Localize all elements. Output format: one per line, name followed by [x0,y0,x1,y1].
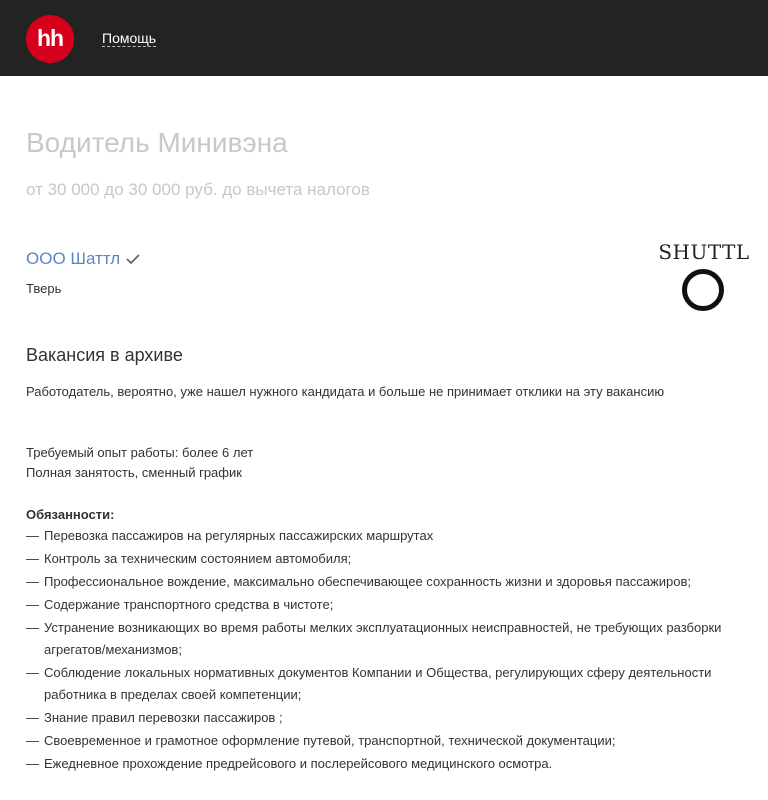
duty-text: Соблюдение локальных нормативных документов Компании и Общества, регулирующих сферу деятельности работника в пределах своей компетенции; [44,665,712,702]
duty-text: Перевозка пассажиров на регулярных пассажирских маршрутах [44,528,434,543]
hh-logo[interactable] [26,15,74,63]
site-header [0,0,768,76]
company-name[interactable]: ООО Шаттл [26,249,121,268]
duty-item [26,571,746,593]
dash-icon: — [26,710,39,725]
duty-text: Содержание транспортного средства в чистоте; [44,597,334,612]
duty-item [26,730,746,752]
company-logo-text: SHUTTL [658,240,750,264]
experience-text: Требуемый опыт работы: более 6 лет [26,445,254,460]
dash-icon: — [26,756,39,771]
duty-text: Устранение возникающих во время работы мелких эксплуатационных неисправностей, не требующих разборки агрегатов/механизмов; [44,620,722,657]
hh-logo-text: hh [36,24,64,51]
duty-item [26,594,746,616]
duty-text: Контроль за техническим состоянием автомобиля; [44,551,352,566]
duty-text: Профессиональное вождение, максимально обеспечивающее сохранность жизни и здоровья пассажиров; [44,574,691,589]
employment-text: Полная занятость, сменный график [26,465,242,480]
dash-icon: — [26,528,39,543]
duty-item [26,548,746,570]
dash-icon: — [26,665,39,680]
company-logo[interactable] [654,240,754,315]
duty-item [26,707,746,729]
duty-item [26,662,746,706]
logo-ring-icon [682,269,724,311]
check-icon [126,254,140,264]
archive-text: Работодатель, вероятно, уже нашел нужного кандидата и больше не принимает отклики на эту вакансию [26,384,665,399]
dash-icon: — [26,574,39,589]
help-link[interactable]: Помощь [102,30,157,46]
duty-item [26,753,746,775]
dash-icon: — [26,733,39,748]
archive-title: Вакансия в архиве [26,345,183,365]
company-link[interactable] [26,249,140,269]
vacancy-salary: от 30 000 до 30 000 руб. до вычета налогов [26,180,370,199]
duty-text: Знание правил перевозки пассажиров ; [44,710,283,725]
dash-icon: — [26,551,39,566]
duty-item [26,525,746,547]
dash-icon: — [26,597,39,612]
duty-text: Ежедневное прохождение предрейсового и послерейсового медицинского осмотра. [44,756,553,771]
vacancy-city: Тверь [26,281,62,296]
duties-title: Обязанности: [26,507,115,522]
conditions [26,443,253,483]
vacancy-title: Водитель Минивэна [26,127,288,158]
duty-item [26,617,746,661]
dash-icon: — [26,620,39,635]
duties-section [26,507,746,776]
duty-text: Своевременное и грамотное оформление путевой, транспортной, технической документации; [44,733,616,748]
